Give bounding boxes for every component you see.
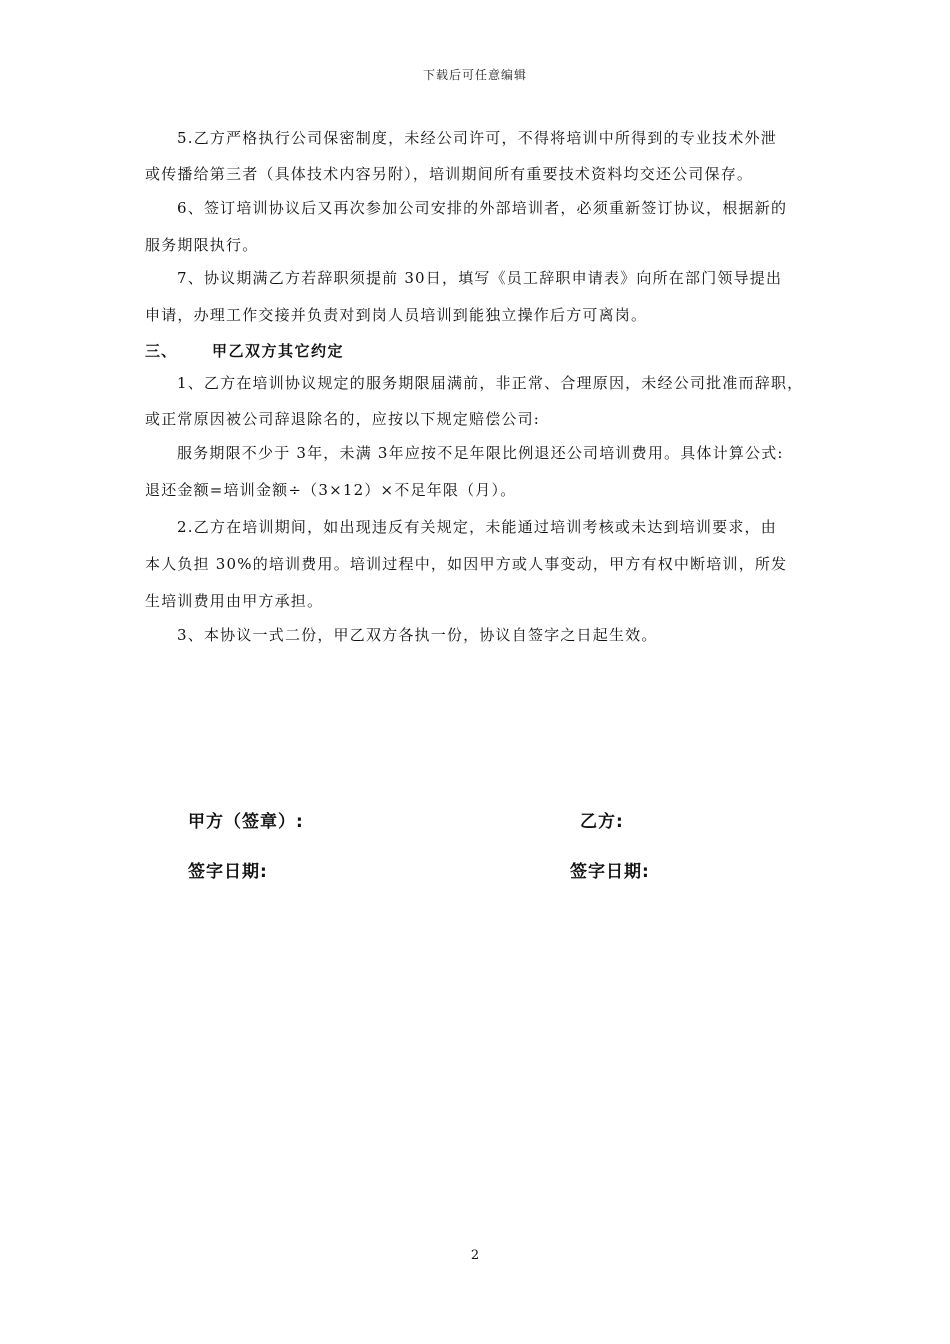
section-3-title: 甲乙双方其它约定	[212, 342, 345, 360]
section-3-p1-line-2: 或正常原因被公司辞退除名的，应按以下规定赔偿公司:	[145, 410, 541, 428]
clause-5-line-2: 或传播给第三者（具体技术内容另附），培训期间所有重要技术资料均交还公司保存。	[145, 165, 754, 183]
section-3-p2-line-2: 本人负担 30%的培训费用。培训过程中，如因甲方或人事变动，甲方有权中断培训，所发	[145, 555, 788, 573]
clause-6-line-1: 6、签订培训协议后又再次参加公司安排的外部培训者，必须重新签订协议，根据新的	[177, 199, 788, 217]
party-a-date-label: 签字日期:	[188, 862, 268, 882]
section-3-number: 三、	[145, 342, 178, 360]
page-header-note: 下载后可任意编辑	[422, 68, 527, 82]
section-3-p3-line-1: 3、本协议一式二份，甲乙双方各执一份，协议自签字之日起生效。	[177, 626, 658, 644]
party-b-date-label: 签字日期:	[570, 862, 650, 882]
clause-6-line-2: 服务期限执行。	[145, 236, 259, 254]
section-3-p1-line-1: 1、乙方在培训协议规定的服务期限届满前，非正常、合理原因，未经公司批准而辞职，	[177, 374, 804, 392]
page-number: 2	[470, 1248, 480, 1263]
section-3-p1-line-4: 退还金额=培训金额÷（3×12）×不足年限（月）。	[145, 481, 517, 499]
clause-5-line-1: 5.乙方严格执行公司保密制度，未经公司许可，不得将培训中所得到的专业技术外泄	[177, 129, 777, 147]
section-3-p2-line-1: 2.乙方在培训期间，如出现违反有关规定，未能通过培训考核或未达到培训要求，由	[177, 518, 777, 536]
party-a-signature-label: 甲方（签章）:	[188, 812, 304, 832]
party-b-signature-label: 乙方:	[580, 812, 624, 832]
section-3-p2-line-3: 生培训费用由甲方承担。	[145, 592, 324, 610]
section-3-p1-line-3: 服务期限不少于 3年，未满 3年应按不足年限比例退还公司培训费用。具体计算公式:	[177, 444, 784, 462]
clause-7-line-2: 申请，办理工作交接并负责对到岗人员培训到能独立操作后方可离岗。	[145, 306, 648, 324]
clause-7-line-1: 7、协议期满乙方若辞职须提前 30日，填写《员工辞职申请表》向所在部门领导提出	[177, 269, 783, 287]
